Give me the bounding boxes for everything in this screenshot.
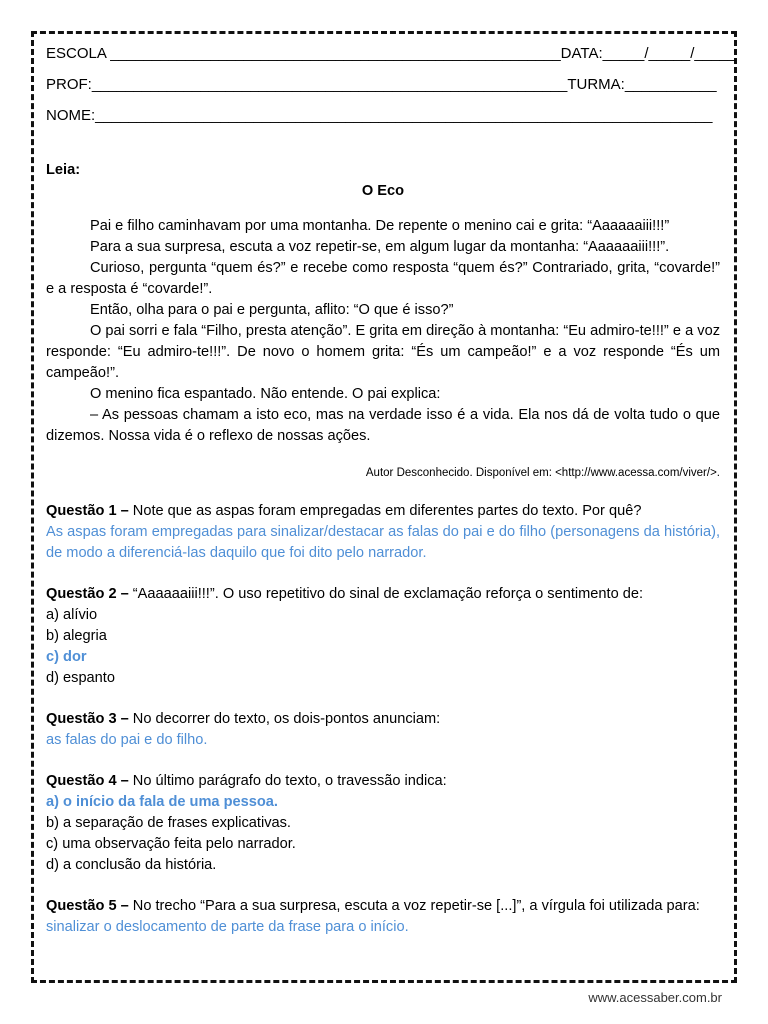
question-1-answer: As aspas foram empregadas para sinalizar/destacar as falas do pai e do filho (personagens da história), de modo a diferenciá-las daquilo que foi dito pelo narrador. xyxy=(46,524,720,561)
question-2-option-b: b) alegria xyxy=(46,628,107,644)
story-title: O Eco xyxy=(361,183,405,199)
question-4-option-b: b) a separação de frases explicativas. xyxy=(46,815,291,831)
site-url: www.acessaber.com.br xyxy=(588,990,722,1005)
story-paragraph: – As pessoas chamam a isto eco, mas na verdade isso é a vida. Ela nos dá de volta tudo o que dizemos. Nossa vida é o reflexo de nossas ações. xyxy=(46,407,720,444)
question-5-label: Questão 5 – xyxy=(46,898,129,914)
story-paragraph: O pai sorri e fala “Filho, presta atenção”. E grita em direção à montanha: “Eu admiro-te!!!” e a voz responde: “Eu admiro-te!!!”. De novo o homem grita: “És um campeão!” e a voz responde “És um campeão!”. xyxy=(46,323,720,381)
question-4 xyxy=(46,771,720,876)
worksheet-content xyxy=(46,160,720,938)
question-3-label: Questão 3 – xyxy=(46,711,129,727)
question-5-answer: sinalizar o deslocamento de parte da frase para o início. xyxy=(46,919,409,935)
question-4-option-a: a) o início da fala de uma pessoa. xyxy=(46,794,278,810)
question-2 xyxy=(46,584,720,689)
question-4-option-d: d) a conclusão da história. xyxy=(46,857,217,873)
question-3 xyxy=(46,709,720,751)
question-1-text: Note que as aspas foram empregadas em diferentes partes do texto. Por quê? xyxy=(128,503,642,519)
question-2-option-d: d) espanto xyxy=(46,670,115,686)
question-4-text: No último parágrafo do texto, o travessão indica: xyxy=(128,773,447,789)
question-2-label: Questão 2 – xyxy=(46,586,129,602)
source-credit: Autor Desconhecido. Disponível em: <http://www.acessa.com/viver/>. xyxy=(365,467,720,479)
teacher-field[interactable]: PROF:_________________________________________________________TURMA:___________ xyxy=(46,76,717,93)
question-3-answer: as falas do pai e do filho. xyxy=(46,732,208,748)
story-paragraph: Para a sua surpresa, escuta a voz repetir-se, em algum lugar da montanha: “Aaaaaaiii!!!”. xyxy=(90,239,670,255)
story-paragraph: Então, olha para o pai e pergunta, aflito: “O que é isso?” xyxy=(90,302,454,318)
story-paragraph: O menino fica espantado. Não entende. O pai explica: xyxy=(90,386,441,402)
question-2-text: “Aaaaaaiii!!!”. O uso repetitivo do sinal de exclamação reforça o sentimento de: xyxy=(128,586,644,602)
question-2-option-c: c) dor xyxy=(46,649,87,665)
question-5 xyxy=(46,896,720,938)
question-1-label: Questão 1 – xyxy=(46,503,129,519)
story-paragraph: Pai e filho caminhavam por uma montanha. De repente o menino cai e grita: “Aaaaaaiii!!!” xyxy=(90,218,670,234)
question-3-text: No decorrer do texto, os dois-pontos anunciam: xyxy=(128,711,441,727)
question-1 xyxy=(46,501,720,564)
story-text xyxy=(46,216,720,447)
question-4-label: Questão 4 – xyxy=(46,773,129,789)
school-field[interactable]: ESCOLA ______________________________________________________DATA:_____/_____/_____ xyxy=(46,45,737,62)
read-label: Leia: xyxy=(46,162,81,178)
story-paragraph: Curioso, pergunta “quem és?” e recebe como resposta “quem és?” Contrariado, grita, “covarde!” e a resposta é “covarde!”. xyxy=(46,260,720,297)
question-4-option-c: c) uma observação feita pelo narrador. xyxy=(46,836,296,852)
question-2-option-a: a) alívio xyxy=(46,607,98,623)
question-5-text: No trecho “Para a sua surpresa, escuta a voz repetir-se [...]”, a vírgula foi utilizada para: xyxy=(128,898,700,914)
name-field[interactable]: NOME:__________________________________________________________________________ xyxy=(46,107,713,124)
